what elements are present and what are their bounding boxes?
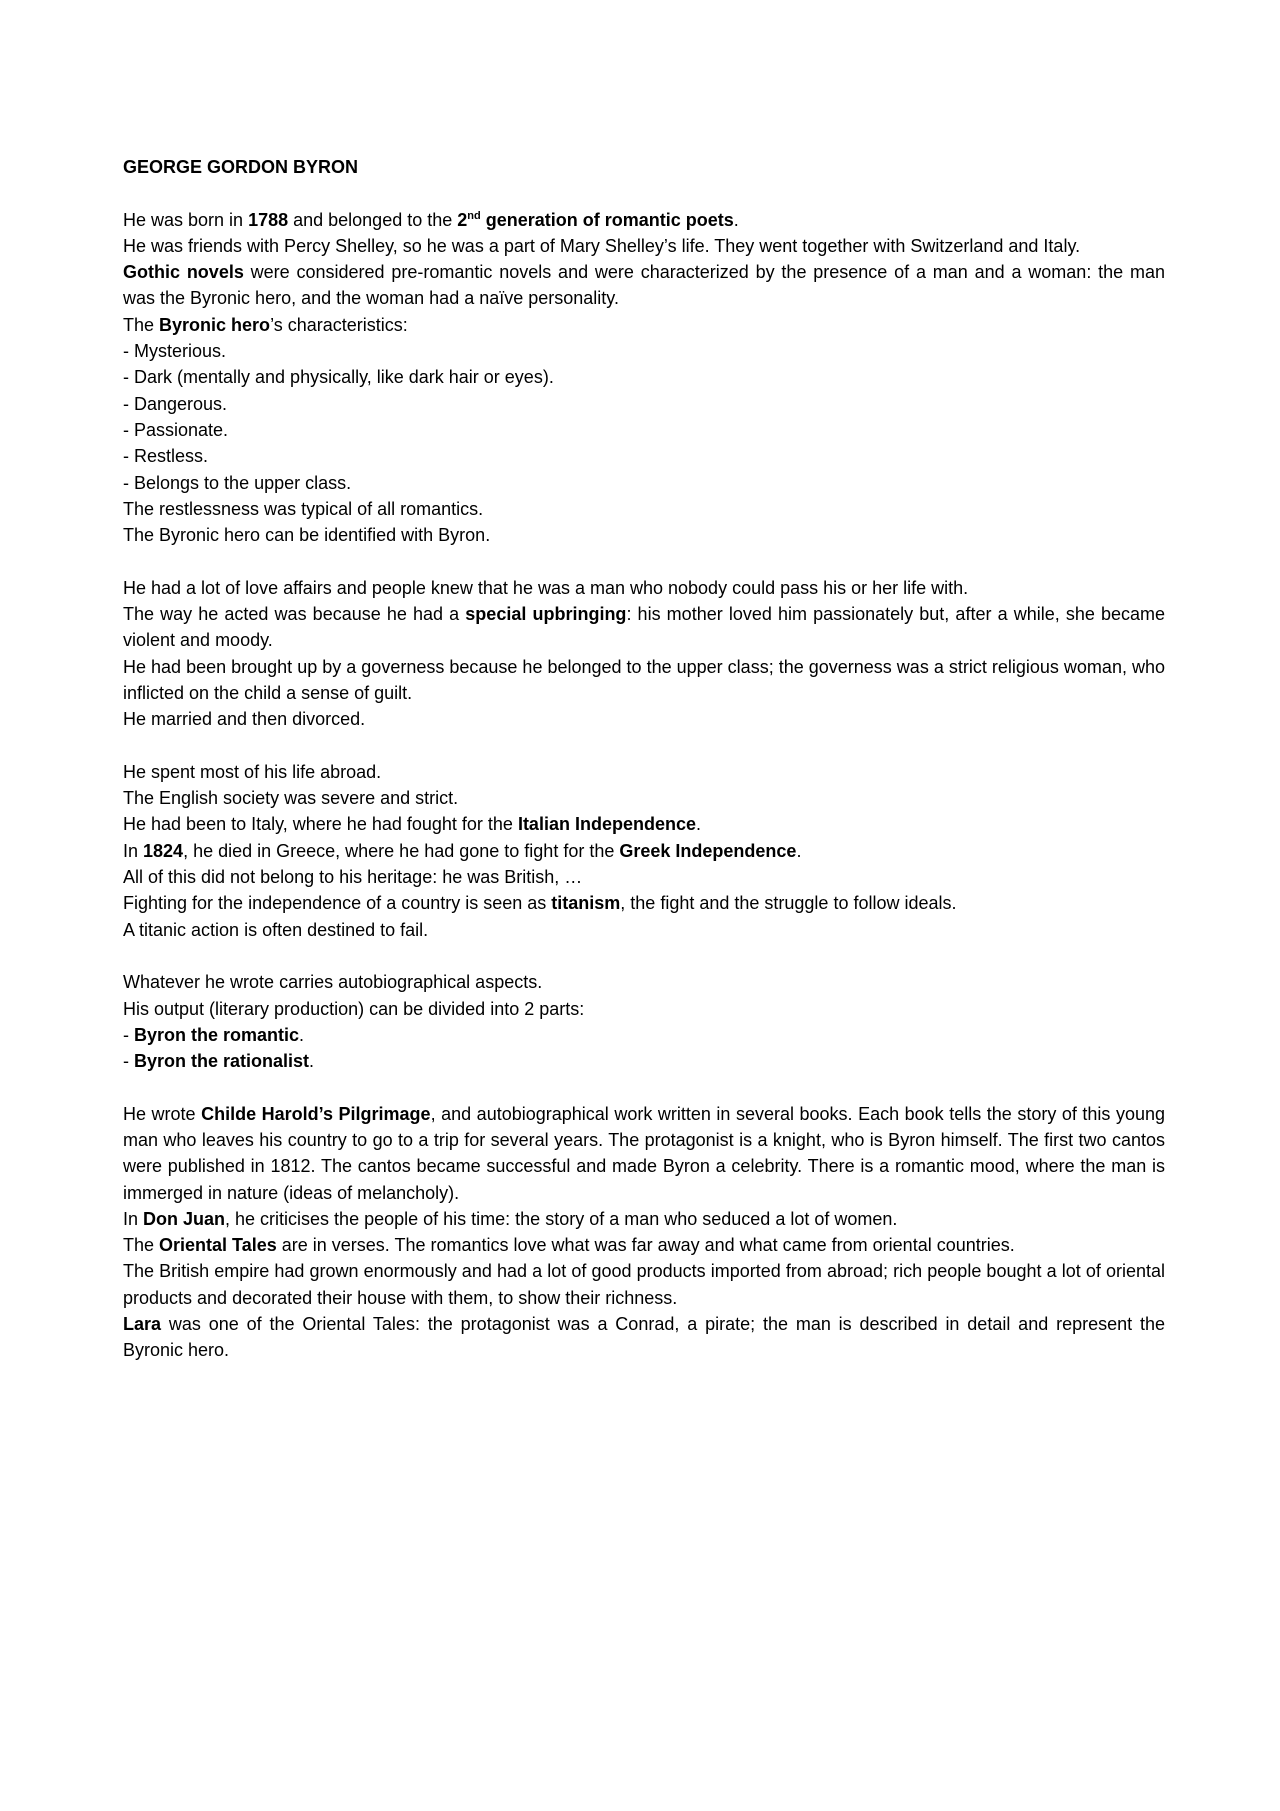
paragraph (123, 1022, 1165, 1048)
text-run: The Byronic hero can be identified with Byron. (123, 525, 491, 546)
paragraph (123, 575, 1165, 601)
bold-text: Byronic hero (159, 314, 271, 335)
paragraph (123, 312, 1165, 338)
paragraph-gap (123, 733, 1165, 759)
text-run: - Belongs to the upper class. (123, 472, 352, 493)
bold-text: Lara (123, 1314, 162, 1335)
text-run: , he criticises the people of his time: the story of a man who seduced a lot of women. (225, 1208, 898, 1229)
document-body (123, 180, 1165, 1363)
text-run: , the fight and the struggle to follow ideals. (620, 893, 957, 914)
text-run: In (123, 1208, 144, 1229)
text-run: The British empire had grown enormously and had a lot of good products imported from abroad; rich people bought a lot of oriental products and decorated their house with them, to show their richness. (123, 1261, 1165, 1308)
paragraph (123, 706, 1165, 732)
paragraph (123, 417, 1165, 443)
paragraph (123, 811, 1165, 837)
text-run: Fighting for the independence of a country is seen as (123, 893, 552, 914)
text-run: He spent most of his life abroad. (123, 761, 382, 782)
bold-text: Don Juan (143, 1208, 226, 1229)
text-run: , and autobiographical work written in several books. Each book tells the story of this young man who leaves his country to go to a trip for several years. The protagonist is a knight, who is Byron himself. The first two cantos were published in 1812. The cantos became successful and made Byron a celebrity. There is a romantic mood, where the man is immerged in nature (ideas of melancholy). (123, 1103, 1166, 1203)
text-run: were considered pre-romantic novels and were characterized by the presence of a man and a woman: the man was the Byronic hero, and the woman had a naïve personality. (123, 262, 1165, 309)
text-run: The way he acted was because he had a (123, 604, 466, 625)
bold-text: special upbringing (465, 604, 627, 625)
paragraph-gap (123, 548, 1165, 574)
text-run: . (695, 814, 701, 835)
text-run: All of this did not belong to his heritage: he was British, … (123, 867, 583, 888)
paragraph (123, 864, 1165, 890)
text-run: - Mysterious. (123, 341, 227, 362)
text-run: : his mother loved him passionately but, after a while, she became violent and moody. (123, 604, 1166, 651)
text-run: - Dark (mentally and physically, like dark hair or eyes). (123, 367, 554, 388)
paragraph (123, 969, 1165, 995)
paragraph (123, 601, 1165, 654)
text-run: - (123, 1024, 134, 1045)
bold-text: 2 (457, 209, 468, 230)
bold-text: Childe Harold’s Pilgrimage (201, 1103, 431, 1124)
paragraph (123, 391, 1165, 417)
paragraph (123, 890, 1165, 916)
paragraph (123, 259, 1165, 312)
text-run: The (123, 314, 160, 335)
bold-text: Gothic novels (123, 262, 244, 283)
paragraph (123, 233, 1165, 259)
text-run: and belonged to the (288, 209, 458, 230)
paragraph (123, 654, 1165, 707)
text-run: In (123, 840, 144, 861)
paragraph (123, 785, 1165, 811)
document-page (123, 154, 1165, 1364)
text-run: A titanic action is often destined to fail. (123, 919, 429, 940)
paragraph (123, 522, 1165, 548)
text-run: He married and then divorced. (123, 709, 366, 730)
text-run: . (309, 1051, 315, 1072)
text-run: The English society was severe and strict. (123, 788, 459, 809)
text-run: Whatever he wrote carries autobiographical aspects. (123, 972, 543, 993)
bold-text: Oriental Tales (159, 1235, 277, 1256)
paragraph (123, 759, 1165, 785)
text-run: He was friends with Percy Shelley, so he was a part of Mary Shelley’s life. They went together with Switzerland and Italy. (123, 235, 1081, 256)
paragraph (123, 443, 1165, 469)
bold-text: titanism (551, 893, 621, 914)
text-run: He had a lot of love affairs and people knew that he was a man who nobody could pass his or her life with. (123, 577, 969, 598)
text-run: . (299, 1024, 305, 1045)
text-run: He wrote (123, 1103, 202, 1124)
text-run: He had been to Italy, where he had fought for the (123, 814, 518, 835)
bold-text: nd (467, 209, 481, 222)
text-run: - Dangerous. (123, 393, 228, 414)
text-run: He had been brought up by a governess because he belonged to the upper class; the governess was a strict religious woman, who inflicted on the child a sense of guilt. (123, 656, 1165, 703)
text-run: His output (literary production) can be divided into 2 parts: (123, 998, 585, 1019)
paragraph (123, 917, 1165, 943)
text-run: The restlessness was typical of all romantics. (123, 498, 484, 519)
text-run: are in verses. The romantics love what was far away and what came from oriental countries. (276, 1235, 1015, 1256)
bold-text: 1824 (143, 840, 184, 861)
text-run: - (123, 1051, 134, 1072)
text-run: He was born in (123, 209, 249, 230)
paragraph (123, 338, 1165, 364)
bold-text: Greek Independence (619, 840, 797, 861)
text-run: ’s characteristics: (270, 314, 408, 335)
paragraph (123, 1258, 1165, 1311)
paragraph-gap (123, 943, 1165, 969)
text-run: , he died in Greece, where he had gone to fight for the (183, 840, 620, 861)
bold-text: Italian Independence (517, 814, 696, 835)
paragraph (123, 496, 1165, 522)
paragraph (123, 1206, 1165, 1232)
paragraph (123, 838, 1165, 864)
document-title: GEORGE GORDON BYRON (123, 157, 359, 177)
paragraph (123, 996, 1165, 1022)
bold-text: generation of romantic poets (480, 209, 734, 230)
text-run: was one of the Oriental Tales: the protagonist was a Conrad, a pirate; the man is described in detail and represent the Byronic hero. (123, 1314, 1165, 1361)
text-run: The (123, 1235, 160, 1256)
paragraph (123, 1232, 1165, 1258)
text-run: - Restless. (123, 446, 209, 467)
text-run: . (796, 840, 802, 861)
paragraph (123, 1048, 1165, 1074)
bold-text: Byron the romantic (134, 1024, 300, 1045)
paragraph (123, 364, 1165, 390)
text-run: . (733, 209, 739, 230)
paragraph (123, 1101, 1165, 1206)
bold-text: Byron the rationalist (134, 1051, 310, 1072)
paragraph (123, 207, 1165, 233)
paragraph (123, 470, 1165, 496)
paragraph-gap (123, 180, 1165, 206)
text-run: - Passionate. (123, 419, 229, 440)
bold-text: 1788 (248, 209, 289, 230)
paragraph-gap (123, 1074, 1165, 1100)
paragraph (123, 1311, 1165, 1364)
